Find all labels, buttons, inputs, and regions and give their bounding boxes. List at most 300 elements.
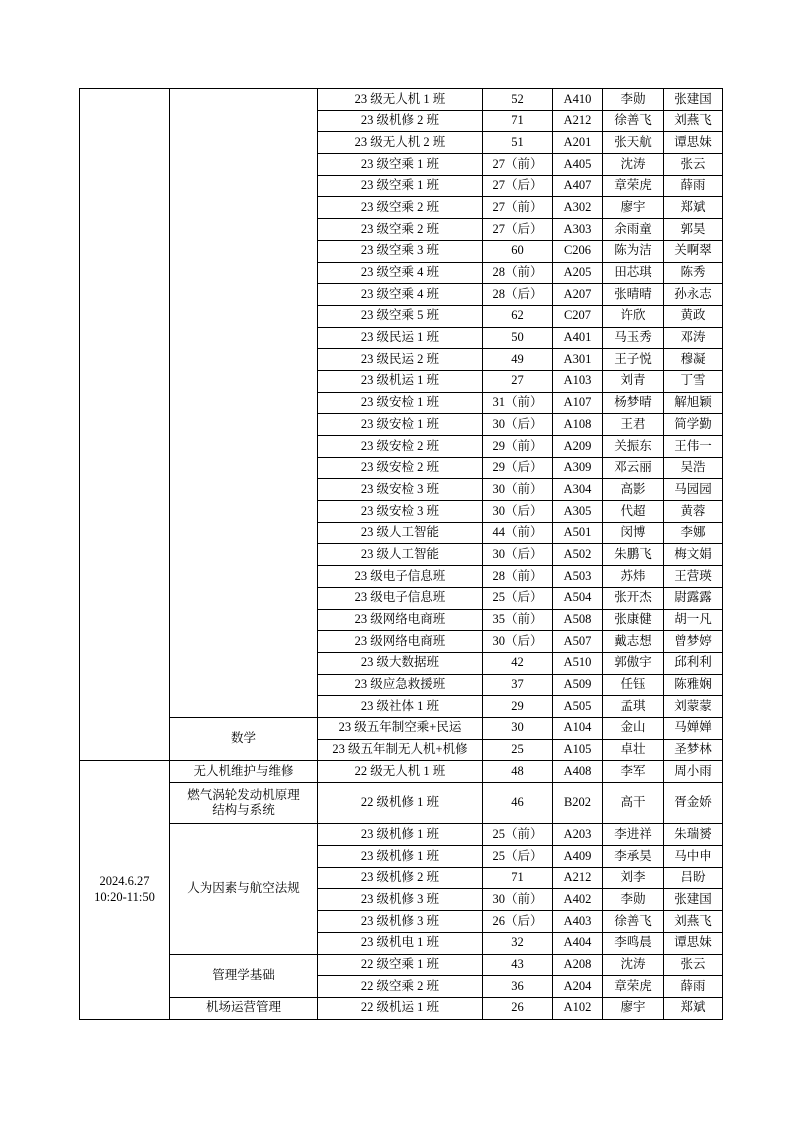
class-name-cell xyxy=(318,262,483,284)
class-name-cell-line: 23 级安检 1 班 xyxy=(360,395,440,410)
class-name-cell-line: 23 级五年制无人机+机修 xyxy=(332,742,468,757)
room-cell xyxy=(553,175,603,197)
invigilator2-cell xyxy=(664,652,723,674)
room-cell xyxy=(553,783,603,824)
invigilator2-cell xyxy=(664,154,723,176)
invigilator1-cell xyxy=(603,392,664,414)
class-name-cell-line: 23 级安检 2 班 xyxy=(360,438,440,453)
room-cell xyxy=(553,479,603,501)
room-cell-line: A303 xyxy=(563,221,592,236)
invigilator1-cell-line: 朱鹏飞 xyxy=(614,546,652,561)
invigilator1-cell-line: 苏炜 xyxy=(620,568,646,583)
invigilator1-cell-line: 张天航 xyxy=(614,134,652,149)
invigilator1-cell xyxy=(603,631,664,653)
invigilator2-cell xyxy=(664,587,723,609)
room-cell-line: A407 xyxy=(563,178,592,193)
invigilator2-cell-line: 尉露露 xyxy=(674,590,712,605)
class-name-cell xyxy=(318,631,483,653)
invigilator2-cell-line: 谭思妹 xyxy=(674,935,712,950)
table-row xyxy=(80,761,723,783)
student-count-cell-line: 29（前） xyxy=(492,438,543,453)
invigilator1-cell-line: 徐善飞 xyxy=(614,113,652,128)
class-name-cell xyxy=(318,219,483,241)
student-count-cell-line: 27（后） xyxy=(492,178,543,193)
room-cell-line: A107 xyxy=(563,395,592,410)
student-count-cell xyxy=(483,997,553,1019)
class-name-cell xyxy=(318,889,483,911)
invigilator1-cell xyxy=(603,89,664,111)
student-count-cell-line: 46 xyxy=(511,795,524,810)
invigilator1-cell xyxy=(603,976,664,998)
room-cell-line: A401 xyxy=(563,330,592,345)
invigilator2-cell xyxy=(664,305,723,327)
class-name-cell xyxy=(318,587,483,609)
subject-cell xyxy=(170,89,318,718)
student-count-cell-line: 30（前） xyxy=(492,481,543,496)
invigilator2-cell xyxy=(664,566,723,588)
student-count-cell xyxy=(483,717,553,739)
invigilator2-cell xyxy=(664,110,723,132)
invigilator1-cell-line: 高干 xyxy=(620,795,646,810)
invigilator2-cell xyxy=(664,846,723,868)
invigilator2-cell xyxy=(664,132,723,154)
room-cell xyxy=(553,976,603,998)
student-count-cell-line: 25（后） xyxy=(492,590,543,605)
student-count-cell xyxy=(483,674,553,696)
invigilator2-cell-line: 黄蓉 xyxy=(680,503,706,518)
invigilator1-cell xyxy=(603,739,664,761)
subject-cell xyxy=(170,954,318,997)
room-cell-line: A405 xyxy=(563,156,592,171)
invigilator2-cell-line: 马中申 xyxy=(674,848,712,863)
invigilator2-cell xyxy=(664,240,723,262)
class-name-cell xyxy=(318,739,483,761)
class-name-cell xyxy=(318,954,483,976)
invigilator2-cell-line: 邓涛 xyxy=(680,330,706,345)
room-cell xyxy=(553,327,603,349)
invigilator2-cell-line: 张建国 xyxy=(674,891,712,906)
room-cell xyxy=(553,240,603,262)
class-name-cell xyxy=(318,783,483,824)
class-name-cell-line: 23 级大数据班 xyxy=(360,655,440,670)
class-name-cell xyxy=(318,846,483,868)
student-count-cell xyxy=(483,631,553,653)
room-cell-line: A208 xyxy=(563,957,592,972)
invigilator2-cell xyxy=(664,414,723,436)
student-count-cell xyxy=(483,652,553,674)
class-name-cell xyxy=(318,349,483,371)
invigilator2-cell-line: 马园园 xyxy=(674,481,712,496)
class-name-cell-line: 23 级无人机 2 班 xyxy=(354,134,446,149)
invigilator2-cell-line: 李娜 xyxy=(680,525,706,540)
invigilator1-cell-line: 王君 xyxy=(620,416,646,431)
invigilator1-cell xyxy=(603,436,664,458)
student-count-cell xyxy=(483,544,553,566)
class-name-cell-line: 23 级机修 3 班 xyxy=(360,891,440,906)
invigilator2-cell xyxy=(664,219,723,241)
table-row xyxy=(80,783,723,824)
invigilator1-cell-line: 闵博 xyxy=(620,525,646,540)
class-name-cell xyxy=(318,457,483,479)
room-cell xyxy=(553,674,603,696)
invigilator1-cell-line: 李鸣晨 xyxy=(614,935,652,950)
invigilator1-cell xyxy=(603,175,664,197)
invigilator2-cell-line: 吴浩 xyxy=(680,460,706,475)
invigilator2-cell-line: 郑斌 xyxy=(680,199,706,214)
student-count-cell-line: 25 xyxy=(511,742,524,757)
class-name-cell xyxy=(318,932,483,954)
invigilator2-cell-line: 陈雅娴 xyxy=(674,677,712,692)
invigilator2-cell xyxy=(664,696,723,718)
student-count-cell xyxy=(483,392,553,414)
invigilator2-cell xyxy=(664,824,723,846)
room-cell xyxy=(553,89,603,111)
invigilator2-cell xyxy=(664,522,723,544)
room-cell-line: A509 xyxy=(563,677,592,692)
invigilator2-cell-line: 曾梦婷 xyxy=(674,633,712,648)
invigilator2-cell xyxy=(664,197,723,219)
invigilator1-cell xyxy=(603,197,664,219)
student-count-cell-line: 62 xyxy=(511,308,524,323)
room-cell xyxy=(553,652,603,674)
room-cell xyxy=(553,457,603,479)
invigilator1-cell xyxy=(603,846,664,868)
invigilator2-cell xyxy=(664,457,723,479)
invigilator1-cell xyxy=(603,544,664,566)
invigilator1-cell xyxy=(603,414,664,436)
invigilator1-cell xyxy=(603,132,664,154)
invigilator2-cell-line: 朱瑞赟 xyxy=(674,826,712,841)
invigilator2-cell xyxy=(664,911,723,933)
student-count-cell-line: 52 xyxy=(511,91,524,106)
room-cell xyxy=(553,436,603,458)
subject-cell xyxy=(170,761,318,783)
invigilator2-cell-line: 张云 xyxy=(680,957,706,972)
invigilator1-cell xyxy=(603,110,664,132)
invigilator2-cell xyxy=(664,327,723,349)
room-cell-line: A108 xyxy=(563,416,592,431)
student-count-cell xyxy=(483,175,553,197)
student-count-cell xyxy=(483,132,553,154)
class-name-cell xyxy=(318,609,483,631)
student-count-cell-line: 28（前） xyxy=(492,568,543,583)
invigilator1-cell xyxy=(603,479,664,501)
student-count-cell xyxy=(483,846,553,868)
class-name-cell-line: 23 级机电 1 班 xyxy=(360,935,440,950)
invigilator2-cell-line: 吕盼 xyxy=(680,870,706,885)
room-cell-line: A510 xyxy=(563,655,592,670)
room-cell-line: A501 xyxy=(563,525,592,540)
class-name-cell-line: 22 级空乘 1 班 xyxy=(360,957,440,972)
invigilator1-cell xyxy=(603,609,664,631)
class-name-cell xyxy=(318,997,483,1019)
room-cell xyxy=(553,132,603,154)
invigilator1-cell-line: 李勋 xyxy=(620,91,646,106)
student-count-cell xyxy=(483,867,553,889)
room-cell xyxy=(553,110,603,132)
student-count-cell-line: 29 xyxy=(511,698,524,713)
invigilator2-cell xyxy=(664,739,723,761)
class-name-cell-line: 23 级空乘 4 班 xyxy=(360,286,440,301)
class-name-cell-line: 23 级空乘 5 班 xyxy=(360,308,440,323)
student-count-cell xyxy=(483,932,553,954)
class-name-cell xyxy=(318,414,483,436)
student-count-cell-line: 25（后） xyxy=(492,848,543,863)
invigilator1-cell-line: 刘李 xyxy=(620,870,646,885)
student-count-cell xyxy=(483,783,553,824)
room-cell-line: A209 xyxy=(563,438,592,453)
room-cell-line: A404 xyxy=(563,935,592,950)
student-count-cell-line: 30（后） xyxy=(492,633,543,648)
class-name-cell-line: 22 级空乘 2 班 xyxy=(360,978,440,993)
invigilator1-cell-line: 余雨童 xyxy=(614,221,652,236)
invigilator2-cell xyxy=(664,284,723,306)
invigilator1-cell xyxy=(603,284,664,306)
invigilator1-cell xyxy=(603,652,664,674)
invigilator1-cell xyxy=(603,932,664,954)
student-count-cell xyxy=(483,761,553,783)
invigilator2-cell-line: 梅文娟 xyxy=(674,546,712,561)
room-cell-line: A203 xyxy=(563,826,592,841)
date-time-cell-line: 2024.6.27 xyxy=(99,874,150,889)
class-name-cell-line: 23 级应急救援班 xyxy=(354,677,446,692)
student-count-cell-line: 32 xyxy=(511,935,524,950)
room-cell-line: A305 xyxy=(563,503,592,518)
student-count-cell xyxy=(483,436,553,458)
invigilator2-cell xyxy=(664,976,723,998)
room-cell xyxy=(553,587,603,609)
invigilator2-cell-line: 郭昊 xyxy=(680,221,706,236)
room-cell xyxy=(553,824,603,846)
invigilator2-cell-line: 圣梦林 xyxy=(674,742,712,757)
class-name-cell-line: 23 级安检 3 班 xyxy=(360,503,440,518)
student-count-cell-line: 71 xyxy=(511,870,524,885)
student-count-cell-line: 27 xyxy=(511,373,524,388)
invigilator1-cell-line: 郭傲宇 xyxy=(614,655,652,670)
subject-cell-line: 结构与系统 xyxy=(212,803,275,818)
invigilator1-cell-line: 李进祥 xyxy=(614,826,652,841)
invigilator1-cell-line: 关振东 xyxy=(614,438,652,453)
student-count-cell xyxy=(483,154,553,176)
room-cell xyxy=(553,284,603,306)
subject-cell-line: 燃气涡轮发动机原理 xyxy=(187,787,300,802)
class-name-cell xyxy=(318,436,483,458)
room-cell-line: A302 xyxy=(563,199,592,214)
class-name-cell xyxy=(318,392,483,414)
invigilator2-cell xyxy=(664,501,723,523)
student-count-cell xyxy=(483,197,553,219)
class-name-cell xyxy=(318,175,483,197)
class-name-cell-line: 23 级空乘 1 班 xyxy=(360,178,440,193)
student-count-cell-line: 51 xyxy=(511,134,524,149)
subject-cell-line: 无人机维护与维修 xyxy=(193,763,294,778)
invigilator1-cell-line: 沈涛 xyxy=(620,957,646,972)
room-cell-line: A207 xyxy=(563,286,592,301)
student-count-cell-line: 35（前） xyxy=(492,612,543,627)
class-name-cell-line: 23 级人工智能 xyxy=(360,546,440,561)
invigilator2-cell xyxy=(664,761,723,783)
class-name-cell-line: 23 级社体 1 班 xyxy=(360,698,440,713)
invigilator2-cell xyxy=(664,262,723,284)
class-name-cell-line: 23 级空乘 1 班 xyxy=(360,156,440,171)
room-cell-line: A201 xyxy=(563,134,592,149)
room-cell-line: A505 xyxy=(563,698,592,713)
invigilator1-cell-line: 高影 xyxy=(620,481,646,496)
invigilator1-cell xyxy=(603,327,664,349)
invigilator1-cell xyxy=(603,954,664,976)
table-row xyxy=(80,717,723,739)
invigilator1-cell xyxy=(603,501,664,523)
room-cell-line: A105 xyxy=(563,742,592,757)
invigilator1-cell xyxy=(603,587,664,609)
table-row xyxy=(80,954,723,976)
student-count-cell-line: 28（前） xyxy=(492,265,543,280)
student-count-cell-line: 31（前） xyxy=(492,395,543,410)
room-cell xyxy=(553,501,603,523)
room-cell-line: A508 xyxy=(563,612,592,627)
class-name-cell xyxy=(318,911,483,933)
room-cell xyxy=(553,219,603,241)
student-count-cell-line: 29（后） xyxy=(492,460,543,475)
invigilator1-cell xyxy=(603,696,664,718)
student-count-cell xyxy=(483,587,553,609)
class-name-cell-line: 22 级机运 1 班 xyxy=(360,1000,440,1015)
date-time-cell xyxy=(80,89,170,761)
invigilator2-cell xyxy=(664,674,723,696)
student-count-cell-line: 26 xyxy=(511,1000,524,1015)
room-cell xyxy=(553,349,603,371)
room-cell-line: A504 xyxy=(563,590,592,605)
invigilator1-cell-line: 张晴晴 xyxy=(614,286,652,301)
room-cell xyxy=(553,717,603,739)
invigilator1-cell-line: 张开杰 xyxy=(614,590,652,605)
invigilator2-cell-line: 薛雨 xyxy=(680,178,706,193)
class-name-cell xyxy=(318,674,483,696)
invigilator1-cell xyxy=(603,674,664,696)
room-cell-line: A205 xyxy=(563,265,592,280)
room-cell xyxy=(553,761,603,783)
invigilator2-cell xyxy=(664,392,723,414)
invigilator1-cell xyxy=(603,305,664,327)
invigilator2-cell-line: 王伟一 xyxy=(674,438,712,453)
room-cell xyxy=(553,544,603,566)
invigilator1-cell-line: 章荣虎 xyxy=(614,178,652,193)
invigilator2-cell xyxy=(664,954,723,976)
student-count-cell xyxy=(483,739,553,761)
class-name-cell-line: 23 级空乘 4 班 xyxy=(360,265,440,280)
invigilator1-cell-line: 李勋 xyxy=(620,891,646,906)
invigilator2-cell xyxy=(664,544,723,566)
invigilator2-cell-line: 薛雨 xyxy=(680,978,706,993)
room-cell xyxy=(553,932,603,954)
table-row xyxy=(80,89,723,111)
invigilator2-cell xyxy=(664,89,723,111)
class-name-cell-line: 23 级安检 1 班 xyxy=(360,416,440,431)
room-cell xyxy=(553,696,603,718)
student-count-cell xyxy=(483,305,553,327)
room-cell-line: A409 xyxy=(563,848,592,863)
student-count-cell xyxy=(483,284,553,306)
room-cell xyxy=(553,631,603,653)
class-name-cell xyxy=(318,197,483,219)
invigilator2-cell-line: 孙永志 xyxy=(674,286,712,301)
invigilator1-cell-line: 张康健 xyxy=(614,612,652,627)
invigilator2-cell-line: 穆凝 xyxy=(680,351,706,366)
student-count-cell xyxy=(483,479,553,501)
invigilator1-cell xyxy=(603,824,664,846)
invigilator1-cell-line: 陈为洁 xyxy=(614,243,652,258)
exam-schedule-table xyxy=(79,88,723,1020)
student-count-cell xyxy=(483,219,553,241)
invigilator2-cell-line: 谭思妹 xyxy=(674,134,712,149)
invigilator2-cell-line: 刘燕飞 xyxy=(674,913,712,928)
class-name-cell xyxy=(318,824,483,846)
invigilator2-cell xyxy=(664,783,723,824)
student-count-cell xyxy=(483,414,553,436)
student-count-cell-line: 37 xyxy=(511,677,524,692)
class-name-cell-line: 23 级机修 2 班 xyxy=(360,113,440,128)
invigilator2-cell xyxy=(664,717,723,739)
invigilator1-cell-line: 任钰 xyxy=(620,677,646,692)
class-name-cell xyxy=(318,544,483,566)
room-cell xyxy=(553,262,603,284)
class-name-cell-line: 23 级机修 3 班 xyxy=(360,913,440,928)
invigilator2-cell-line: 张建国 xyxy=(674,91,712,106)
invigilator2-cell xyxy=(664,997,723,1019)
room-cell-line: A304 xyxy=(563,481,592,496)
subject-cell xyxy=(170,824,318,954)
invigilator1-cell xyxy=(603,240,664,262)
invigilator1-cell xyxy=(603,889,664,911)
student-count-cell-line: 48 xyxy=(511,763,524,778)
student-count-cell xyxy=(483,522,553,544)
class-name-cell-line: 23 级机修 2 班 xyxy=(360,870,440,885)
room-cell-line: A408 xyxy=(563,763,592,778)
room-cell xyxy=(553,846,603,868)
student-count-cell xyxy=(483,240,553,262)
invigilator1-cell xyxy=(603,349,664,371)
student-count-cell-line: 30（前） xyxy=(492,891,543,906)
student-count-cell xyxy=(483,110,553,132)
invigilator1-cell-line: 金山 xyxy=(620,720,646,735)
student-count-cell xyxy=(483,976,553,998)
invigilator1-cell xyxy=(603,154,664,176)
student-count-cell-line: 26（后） xyxy=(492,913,543,928)
room-cell xyxy=(553,609,603,631)
room-cell xyxy=(553,522,603,544)
invigilator1-cell-line: 田芯琪 xyxy=(614,265,652,280)
invigilator2-cell xyxy=(664,436,723,458)
invigilator2-cell-line: 邱利利 xyxy=(674,655,712,670)
student-count-cell xyxy=(483,457,553,479)
student-count-cell-line: 43 xyxy=(511,957,524,972)
class-name-cell-line: 23 级空乘 3 班 xyxy=(360,243,440,258)
class-name-cell-line: 23 级安检 2 班 xyxy=(360,460,440,475)
room-cell-line: A102 xyxy=(563,1000,592,1015)
room-cell xyxy=(553,954,603,976)
room-cell-line: A503 xyxy=(563,568,592,583)
student-count-cell xyxy=(483,327,553,349)
invigilator1-cell-line: 章荣虎 xyxy=(614,978,652,993)
invigilator1-cell xyxy=(603,522,664,544)
invigilator1-cell-line: 廖宇 xyxy=(620,1000,646,1015)
student-count-cell-line: 25（前） xyxy=(492,826,543,841)
class-name-cell xyxy=(318,696,483,718)
subject-cell xyxy=(170,783,318,824)
invigilator1-cell-line: 杨梦晴 xyxy=(614,395,652,410)
class-name-cell-line: 23 级空乘 2 班 xyxy=(360,199,440,214)
room-cell-line: A507 xyxy=(563,633,592,648)
